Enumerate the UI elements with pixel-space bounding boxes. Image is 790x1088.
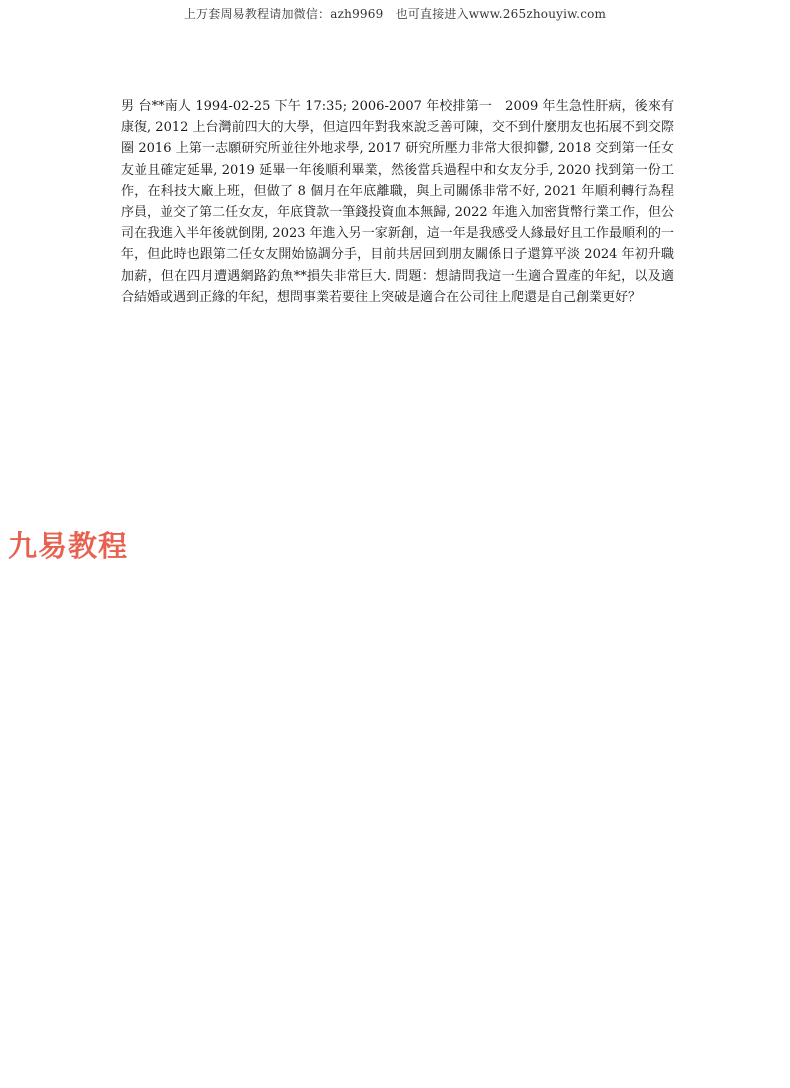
watermark-logo — [8, 524, 128, 565]
header-text: 上万套周易教程请加微信：azh9969 也可直接进入www.265zhouyiw.com — [183, 7, 607, 21]
document-body — [121, 96, 674, 308]
body-paragraph: 男 台**南人 1994-02-25 下午 17:35; 2006-2007 年校排第一 2009 年生急性肝病，後來有康復, 2012 上台灣前四大的大學，但這四年對我來說乏善可陳，交不到什麼朋友也拓展不到交際圈 2016 上第一志願研究所並往外地求學, 2017 研究所壓力非常大很抑鬱, 2018 交到第一任女友並且確定延畢, 2019 延畢一年後順利畢業，然後當兵過程中和女友分手, 2020 找到第一份工作，在科技大廠上班，但做了 8 個月在年底離職，與上司關係非常不好, 2021 年順利轉行為程序員，並交了第二任女友，年底貸款一筆錢投資血本無歸, 2022 年進入加密貨幣行業工作，但公司在我進入半年後就倒閉, 2023 年進入另一家新創，這一年是我感受人緣最好且工作最順利的一年，但此時也跟第二任女友開始協調分手，目前共居回到朋友關係日子還算平淡 2024 年初升職加薪，但在四月遭遇網路釣魚**損失非常巨大. 問題：想請問我這一生適合置產的年紀，以及適合結婚或遇到正緣的年紀，想問事業若要往上突破是適合在公司往上爬還是自己創業更好？ — [121, 99, 674, 305]
page-header — [0, 5, 790, 22]
watermark-text: 九易教程 — [8, 529, 129, 563]
